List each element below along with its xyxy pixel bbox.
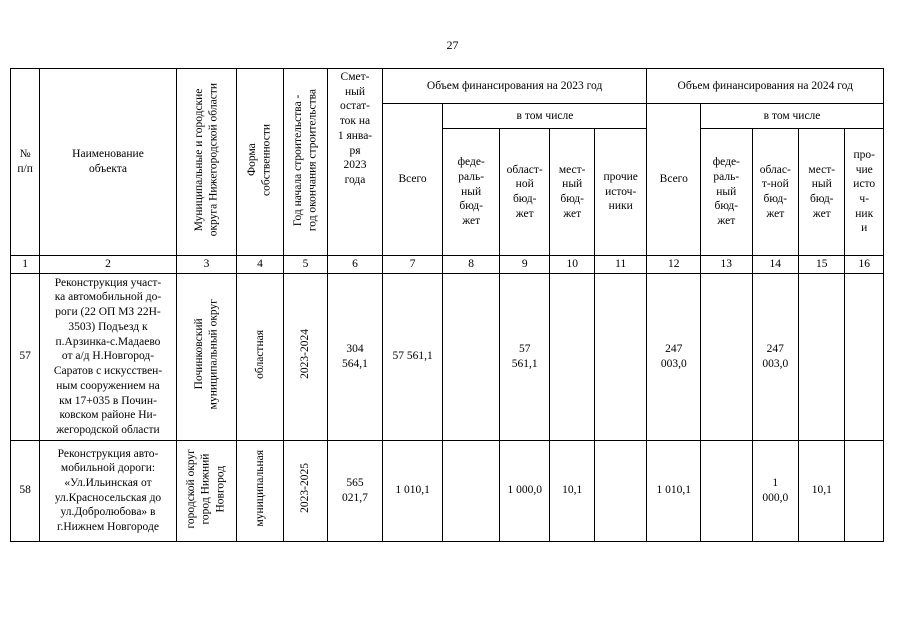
column-number: 8 (443, 256, 500, 274)
row-federal-2024 (701, 440, 753, 541)
header-years-cell (283, 69, 327, 256)
row-estimate: 304 564,1 (328, 273, 383, 440)
row-local-2023: 10,1 (550, 440, 594, 541)
row-other-2023 (594, 273, 647, 440)
row-total-2024: 1 010,1 (647, 440, 701, 541)
row-regional-2023: 1 000,0 (499, 440, 550, 541)
row-district-cell (176, 273, 237, 440)
column-number: 14 (752, 256, 798, 274)
column-number: 5 (283, 256, 327, 274)
header-ownership: Форма собственности (246, 123, 274, 196)
row-federal-2023 (443, 273, 500, 440)
row-years-cell (283, 273, 327, 440)
header-row-1 (11, 69, 884, 104)
column-number-row (11, 256, 884, 274)
header-federal-2024: феде- раль- ный бюд- жет (701, 129, 753, 256)
header-num: № п/п (11, 69, 40, 256)
column-number: 3 (176, 256, 237, 274)
row-federal-2023 (443, 440, 500, 541)
header-local-2024: мест- ный бюд- жет (799, 129, 845, 256)
header-other-2023: прочие источ- ники (594, 129, 647, 256)
column-number: 6 (328, 256, 383, 274)
header-including-2024: в том числе (701, 104, 884, 129)
column-number: 2 (40, 256, 176, 274)
column-number: 7 (382, 256, 443, 274)
row-local-2024 (799, 273, 845, 440)
row-object-name: Реконструкция авто- мобильной дороги: «Ул.Ильинская от ул.Красносельская до ул.Добролюбова» в г.Нижнем Новгороде (40, 440, 176, 541)
row-ownership-cell (237, 440, 283, 541)
row-regional-2024: 1 000,0 (752, 440, 798, 541)
row-local-2024: 10,1 (799, 440, 845, 541)
column-number: 13 (701, 256, 753, 274)
column-number: 1 (11, 256, 40, 274)
row-other-2023 (594, 440, 647, 541)
header-ownership-cell (237, 69, 283, 256)
column-number: 15 (799, 256, 845, 274)
column-number: 4 (237, 256, 283, 274)
row-years-cell (283, 440, 327, 541)
financing-table (10, 68, 884, 542)
header-fin-2024: Объем финансирования на 2024 год (647, 69, 884, 104)
row-ownership: муниципальная (253, 450, 266, 527)
header-total-2023: Всего (382, 104, 443, 256)
column-number: 10 (550, 256, 594, 274)
row-years: 2023-2024 (299, 329, 312, 380)
row-local-2023 (550, 273, 594, 440)
row-regional-2023: 57 561,1 (499, 273, 550, 440)
header-regional-2024: облас- т-ной бюд- жет (752, 129, 798, 256)
header-including-2023: в том числе (443, 104, 647, 129)
header-estimate: Смет- ный остат- ток на 1 янва- ря 2023 года (328, 69, 383, 256)
table-row (11, 273, 884, 440)
header-fin-2023: Объем финансирования на 2023 год (382, 69, 647, 104)
header-years: Год начала строительства - год окончания строительства (291, 88, 319, 231)
header-regional-2023: област- ной бюд- жет (499, 129, 550, 256)
row-district-cell (176, 440, 237, 541)
header-other-2024: про- чие исто ч- ник и (845, 129, 884, 256)
row-district: городской округ город Нижний Новгород (185, 448, 227, 529)
row-total-2023: 1 010,1 (382, 440, 443, 541)
column-number: 11 (594, 256, 647, 274)
row-estimate: 565 021,7 (328, 440, 383, 541)
row-federal-2024 (701, 273, 753, 440)
header-district-cell (176, 69, 237, 256)
row-years: 2023-2025 (299, 463, 312, 514)
table-row (11, 440, 884, 541)
header-total-2024: Всего (647, 104, 701, 256)
column-number: 9 (499, 256, 550, 274)
row-total-2024: 247 003,0 (647, 273, 701, 440)
page-number: 27 (446, 38, 459, 52)
row-other-2024 (845, 440, 884, 541)
header-local-2023: мест- ный бюд- жет (550, 129, 594, 256)
column-number: 12 (647, 256, 701, 274)
column-number: 16 (845, 256, 884, 274)
header-name: Наименование объекта (40, 69, 176, 256)
row-other-2024 (845, 273, 884, 440)
row-ownership-cell (237, 273, 283, 440)
row-num: 58 (11, 440, 40, 541)
row-num: 57 (11, 273, 40, 440)
row-ownership: областная (253, 329, 266, 379)
row-regional-2024: 247 003,0 (752, 273, 798, 440)
row-district: Починковский муниципальный округ (192, 299, 220, 410)
header-district: Муниципальные и городские округа Нижегородской области (192, 83, 220, 237)
header-federal-2023: феде- раль- ный бюд- жет (443, 129, 500, 256)
row-object-name: Реконструкция участ- ка автомобильной до- роги (22 ОП МЗ 22Н- 3503) Подъезд к п.Арзинка-с.Мадаево от а/д Н.Новгород- Саратов с искусствен- ным сооружением на км 17+035 в Почин- ковском районе Ни- жегородской области (40, 273, 176, 440)
row-total-2023: 57 561,1 (382, 273, 443, 440)
